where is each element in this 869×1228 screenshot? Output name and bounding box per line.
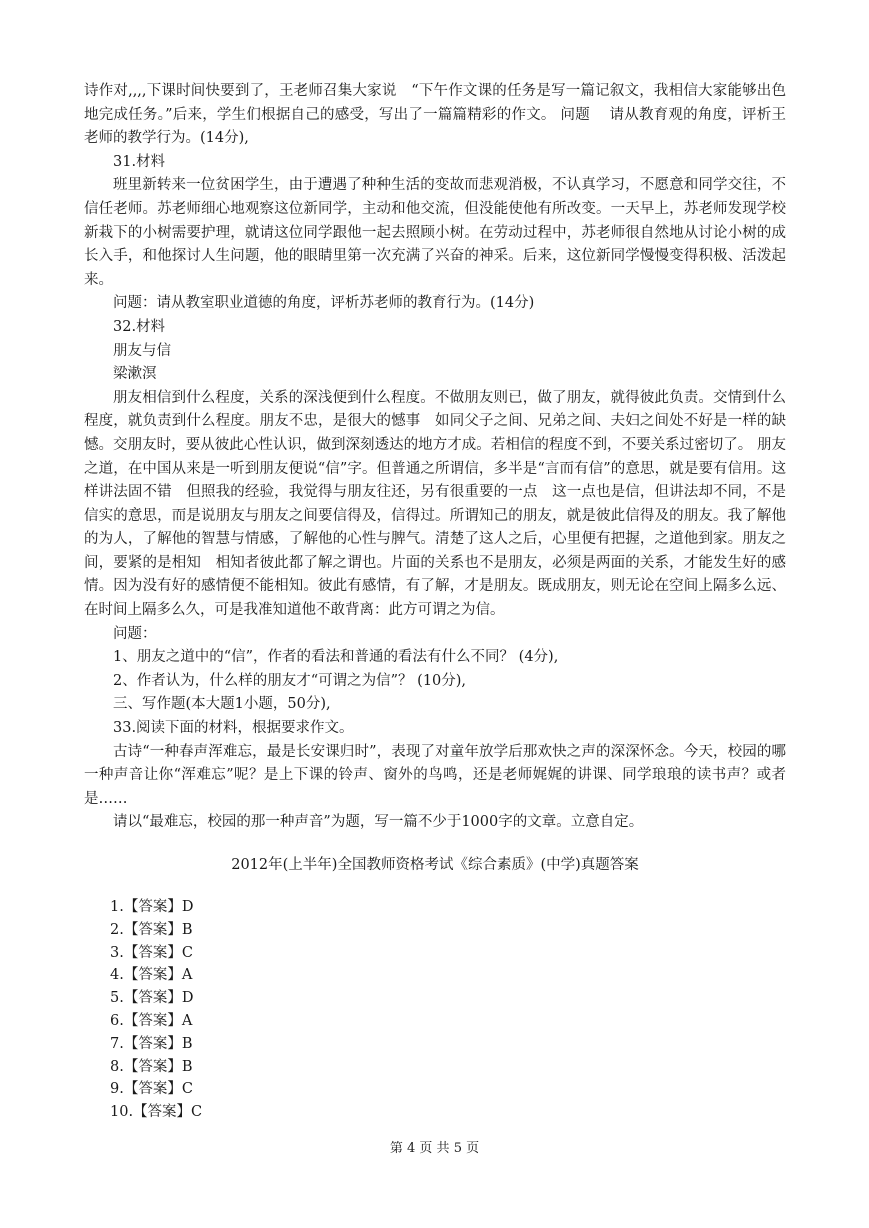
paragraph: 1、朋友之道中的“信”，作者的看法和普通的看法有什么不同？ (4分), <box>113 649 559 666</box>
page-footer: 第 4 页 共 5 页 <box>389 1141 480 1156</box>
paragraph: 梁漱溟 <box>113 366 157 383</box>
paragraph: 问题：请从教室职业道德的角度，评析苏老师的教育行为。(14分) <box>113 295 535 312</box>
answer-item: 1.【答案】D <box>110 899 194 915</box>
paragraph: 三、写作题(本大题1小题，50分), <box>113 696 331 713</box>
answer-item: 7.【答案】B <box>110 1035 193 1052</box>
answer-item: 8.【答案】B <box>110 1058 193 1075</box>
paragraph: 问题： <box>113 625 157 642</box>
answer-list <box>110 896 410 1124</box>
paragraph: 朋友与信 <box>113 342 171 359</box>
paragraph: 朋友相信到什么程度，关系的深浅便到什么程度。不做朋友则已，做了朋友，就得彼此负责。交情到什么程度，就负责到什么程度。朋友不忠，是很大的憾事 如同父子之间、兄弟之间、夫妇之间处不好是一样的缺憾。交朋友时，要从彼此心性认识，做到深刻透达的地方才成。若相信的程度不到，不要关系过密切了。 朋友之道，在中国从来是一听到朋友便说“信”字。但普通之所谓信，多半是“言而有信”的意思，就是要有信用。这样讲法固不错 但照我的经验，我觉得与朋友往还，另有很重要的一点 这一点也是信，但讲法却不同，不是信实的意思，而是说朋友与朋友之间要信得及，信得过。所谓知己的朋友，就是彼此信得及的朋友。我了解他的为人，了解他的智慧与情感，了解他的心性与脾气。清楚了这人之后，心里便有把握，之道他到家。朋友之间，要紧的是相知 相知者彼此都了解之谓也。片面的关系也不是朋友，必须是两面的关系，才能发生好的感情。因为没有好的感情便不能相知。彼此有感情，有了解，才是朋友。既成朋友，则无论在空间上隔多么远、在时间上隔多么久，可是我准知道他不敢背离：此方可谓之为信。 <box>84 389 786 619</box>
answer-item: 4.【答案】A <box>110 967 193 984</box>
paragraph: 31.材料 <box>113 153 166 170</box>
answer-section-title: 2012年(上半年)全国教师资格考试《综合素质》(中学)真题答案 <box>231 857 639 873</box>
paragraph: 班里新转来一位贫困学生，由于遭遇了种种生活的变故而悲观消极，不认真学习，不愿意和同学交往，不信任老师。苏老师细心地观察这位新同学，主动和他交流，但没能使他有所改变。一天早上，苏老师发现学校新栽下的小树需要护理，就请这位同学跟他一起去照顾小树。在劳动过程中，苏老师很自然地从讨论小树的成长入手，和他探讨人生问题，他的眼睛里第一次充满了兴奋的神采。后来，这位新同学慢慢变得积极、活泼起来。 <box>84 177 786 288</box>
answer-item: 3.【答案】C <box>110 944 193 961</box>
answer-item: 5.【答案】D <box>110 990 194 1007</box>
paragraph: 33.阅读下面的材料，根据要求作文。 <box>113 720 354 737</box>
paragraph: 2、作者认为，什么样的朋友才“可谓之为信”？ (10分), <box>113 672 467 689</box>
answer-item: 6.【答案】A <box>110 1012 193 1029</box>
question-text-block <box>84 80 786 835</box>
answer-item: 2.【答案】B <box>110 921 193 938</box>
paragraph: 请以“最难忘，校园的那一种声音”为题，写一篇不少于1000字的文章。立意自定。 <box>113 814 644 831</box>
answer-item: 10.【答案】C <box>110 1104 203 1121</box>
paragraph: 诗作对,,,,下课时间快要到了，王老师召集大家说 “下午作文课的任务是写一篇记叙文，我相信大家能够出色地完成任务。”后来，学生们根据自己的感受，写出了一篇篇精彩的作文。 问题 请从教育观的角度，评析王老师的教学行为。(14分), <box>84 83 786 147</box>
answer-item: 9.【答案】C <box>110 1081 193 1098</box>
paragraph: 32.材料 <box>113 318 166 335</box>
paragraph: 古诗“一种春声浑难忘，最是长安课归时”，表现了对童年放学后那欢快之声的深深怀念。今天，校园的哪一种声音让你“浑难忘”呢？是上下课的铃声、窗外的鸟鸣，还是老师娓娓的讲课、同学琅琅的读书声？或者是…… <box>84 743 786 807</box>
